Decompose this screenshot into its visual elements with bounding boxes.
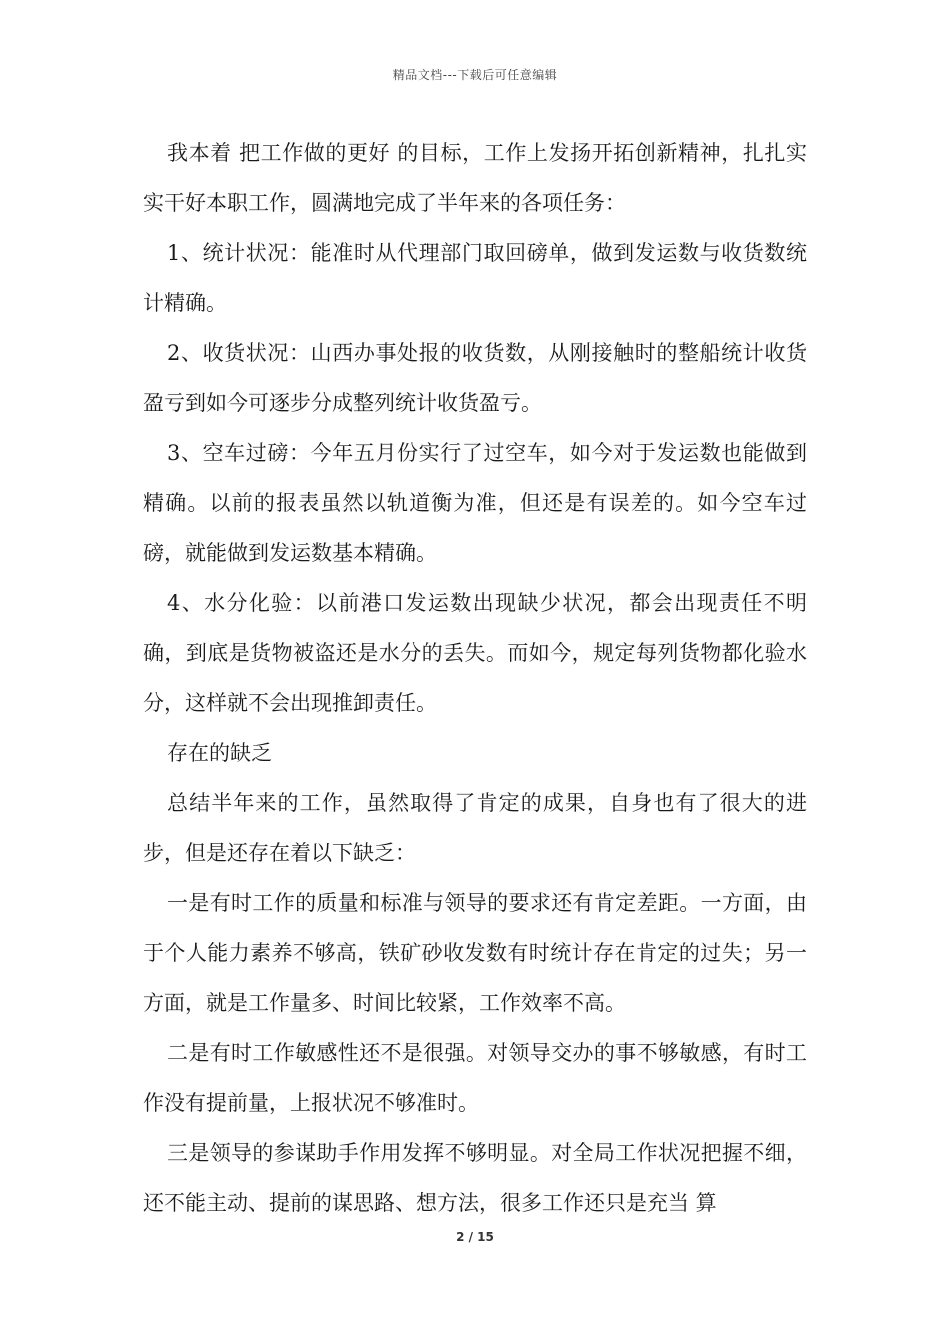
item-receiving-paragraph: 2、收货状况：山西办事处报的收货数，从刚接触时的整船统计收货盈亏到如今可逐步分成整列统计收货盈亏。	[143, 341, 807, 415]
item-moisture-test-paragraph: 4、水分化验：以前港口发运数出现缺少状况，都会出现责任不明确，到底是货物被盗还是水分的丢失。而如今，规定每列货物都化验水分，这样就不会出现推卸责任。	[143, 591, 807, 715]
shortcoming-two-paragraph: 二是有时工作敏感性还不是很强。对领导交办的事不够敏感，有时工作没有提前量，上报状况不够准时。	[143, 1041, 807, 1115]
item-statistics-paragraph: 1、统计状况：能准时从代理部门取回磅单，做到发运数与收货数统计精确。	[143, 241, 807, 315]
page-header: 精品文档---下载后可任意编辑	[392, 68, 558, 82]
intro-paragraph: 我本着 把工作做的更好 的目标，工作上发扬开拓创新精神，扎扎实实干好本职工作，圆满地完成了半年来的各项任务：	[143, 141, 807, 215]
summary-paragraph: 总结半年来的工作，虽然取得了肯定的成果，自身也有了很大的进步，但是还存在着以下缺乏：	[143, 791, 807, 865]
shortcoming-one-paragraph: 一是有时工作的质量和标准与领导的要求还有肯定差距。一方面，由于个人能力素养不够高，铁矿砂收发数有时统计存在肯定的过失；另一方面，就是工作量多、时间比较紧，工作效率不高。	[143, 891, 807, 1015]
shortcoming-three-paragraph: 三是领导的参谋助手作用发挥不够明显。对全局工作状况把握不细，还不能主动、提前的谋思路、想方法，很多工作还只是充当 算	[143, 1141, 807, 1215]
item-empty-weighing-paragraph: 3、空车过磅：今年五月份实行了过空车，如今对于发运数也能做到精确。以前的报表虽然以轨道衡为准，但还是有误差的。如今空车过磅，就能做到发运数基本精确。	[143, 441, 807, 565]
section-heading-shortcomings: 存在的缺乏	[167, 741, 272, 765]
page-number: 2 / 15	[456, 1230, 494, 1244]
document-body	[143, 128, 807, 1228]
